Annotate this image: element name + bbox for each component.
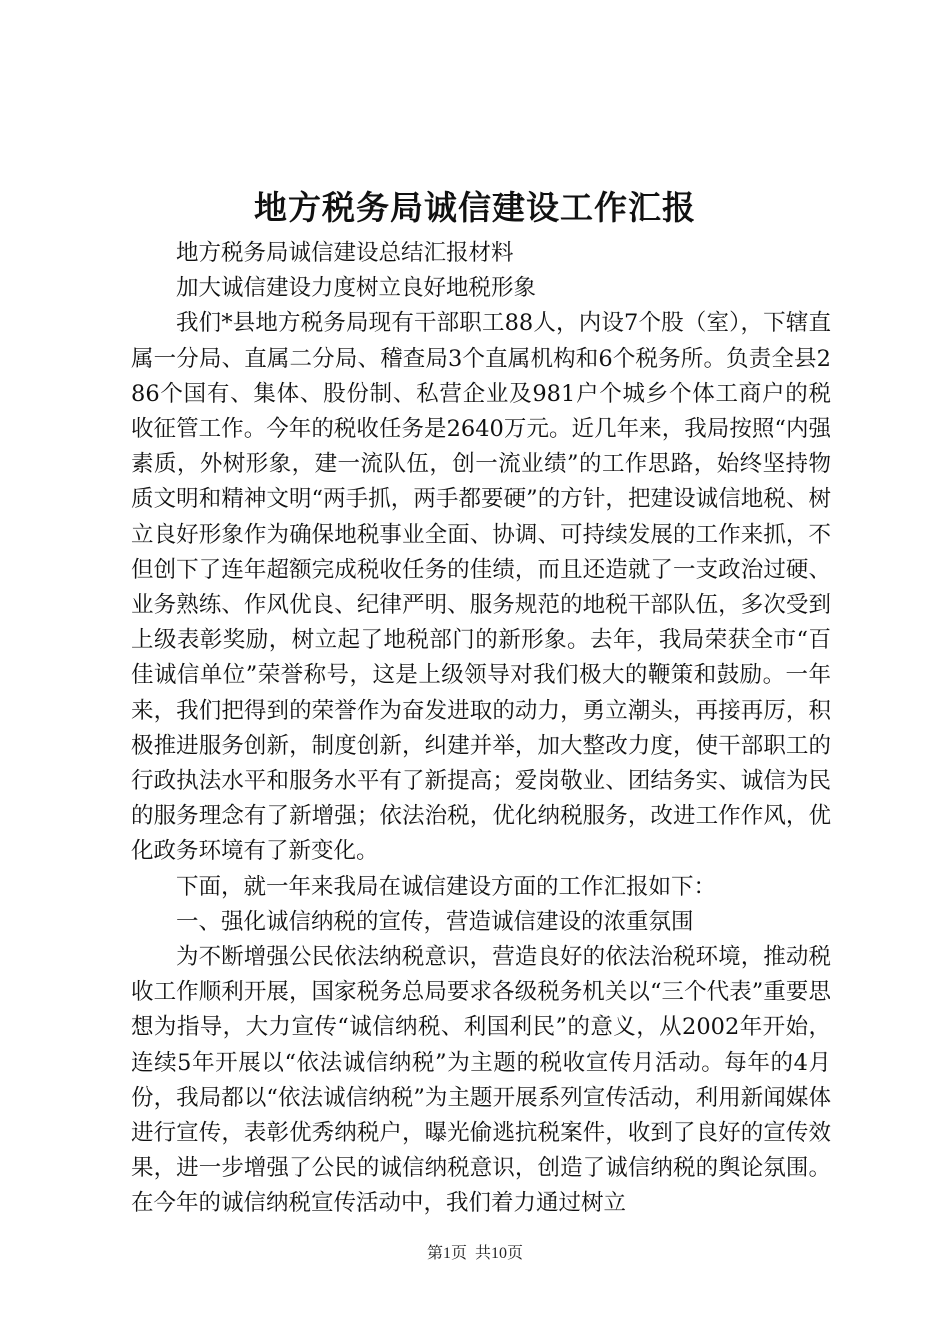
paragraph-overview: 我们*县地方税务局现有干部职工88人，内设7个股（室），下辖直属一分局、直属二分局、稽查局3个直属机构和6个税务所。负责全县286个国有、集体、股份制、私营企业及981户个城乡个体工商户的税收征管工作。今年的税收任务是2640万元。近几年来，我局按照“内强素质，外树形象，建一流队伍，创一流业绩”的工作思路，始终坚持物质文明和精神文明“两手抓，两手都要硬”的方针，把建设诚信地税、树立良好形象作为确保地税事业全面、协调、可持续发展的工作来抓，不但创下了连年超额完成税收任务的佳绩，而且还造就了一支政治过硬、业务熟练、作风优良、纪律严明、服务规范的地税干部队伍，多次受到上级表彰奖励，树立起了地税部门的新形象。去年，我局荣获全市“百佳诚信单位”荣誉称号，这是上级领导对我们极大的鞭策和鼓励。一年来，我们把得到的荣誉作为奋发进取的动力，勇立潮头，再接再厉，积极推进服务创新，制度创新，纠建并举，加大整改力度，使干部职工的行政执法水平和服务水平有了新提高；爱岗敬业、团结务实、诚信为民的服务理念有了新增强；依法治税，优化纳税服务，改进工作作风，优化政务环境有了新变化。 — [131, 310, 831, 865]
document-body — [131, 236, 831, 1222]
section-heading-1: 一、强化诚信纳税的宣传，营造诚信建设的浓重氛围 — [176, 908, 694, 935]
paragraph-section-1: 为不断增强公民依法纳税意识，营造良好的依法治税环境，推动税收工作顺利开展，国家税务总局要求各级税务机关以“三个代表”重要思想为指导，大力宣传“诚信纳税、利国利民”的意义，从2002年开始，连续5年开展以“依法诚信纳税”为主题的税收宣传月活动。每年的4月份，我局都以“依法诚信纳税”为主题开展系列宣传活动，利用新闻媒体进行宣传，表彰优秀纳税户，曝光偷逃抗税案件，收到了良好的宣传效果，进一步增强了公民的诚信纳税意识，创造了诚信纳税的舆论氛围。在今年的诚信纳税宣传活动中，我们着力通过树立 — [131, 944, 831, 1217]
subtitle-summary: 地方税务局诚信建设总结汇报材料 — [176, 240, 514, 266]
subtitle-slogan: 加大诚信建设力度树立良好地税形象 — [176, 275, 537, 302]
page-number: 第1页 — [426, 1245, 467, 1262]
document-title: 地方税务局诚信建设工作汇报 — [254, 188, 696, 227]
page-footer — [0, 1244, 950, 1264]
page-total: 共10页 — [475, 1245, 524, 1262]
paragraph-intro: 下面，就一年来我局在诚信建设方面的工作汇报如下： — [176, 873, 717, 900]
